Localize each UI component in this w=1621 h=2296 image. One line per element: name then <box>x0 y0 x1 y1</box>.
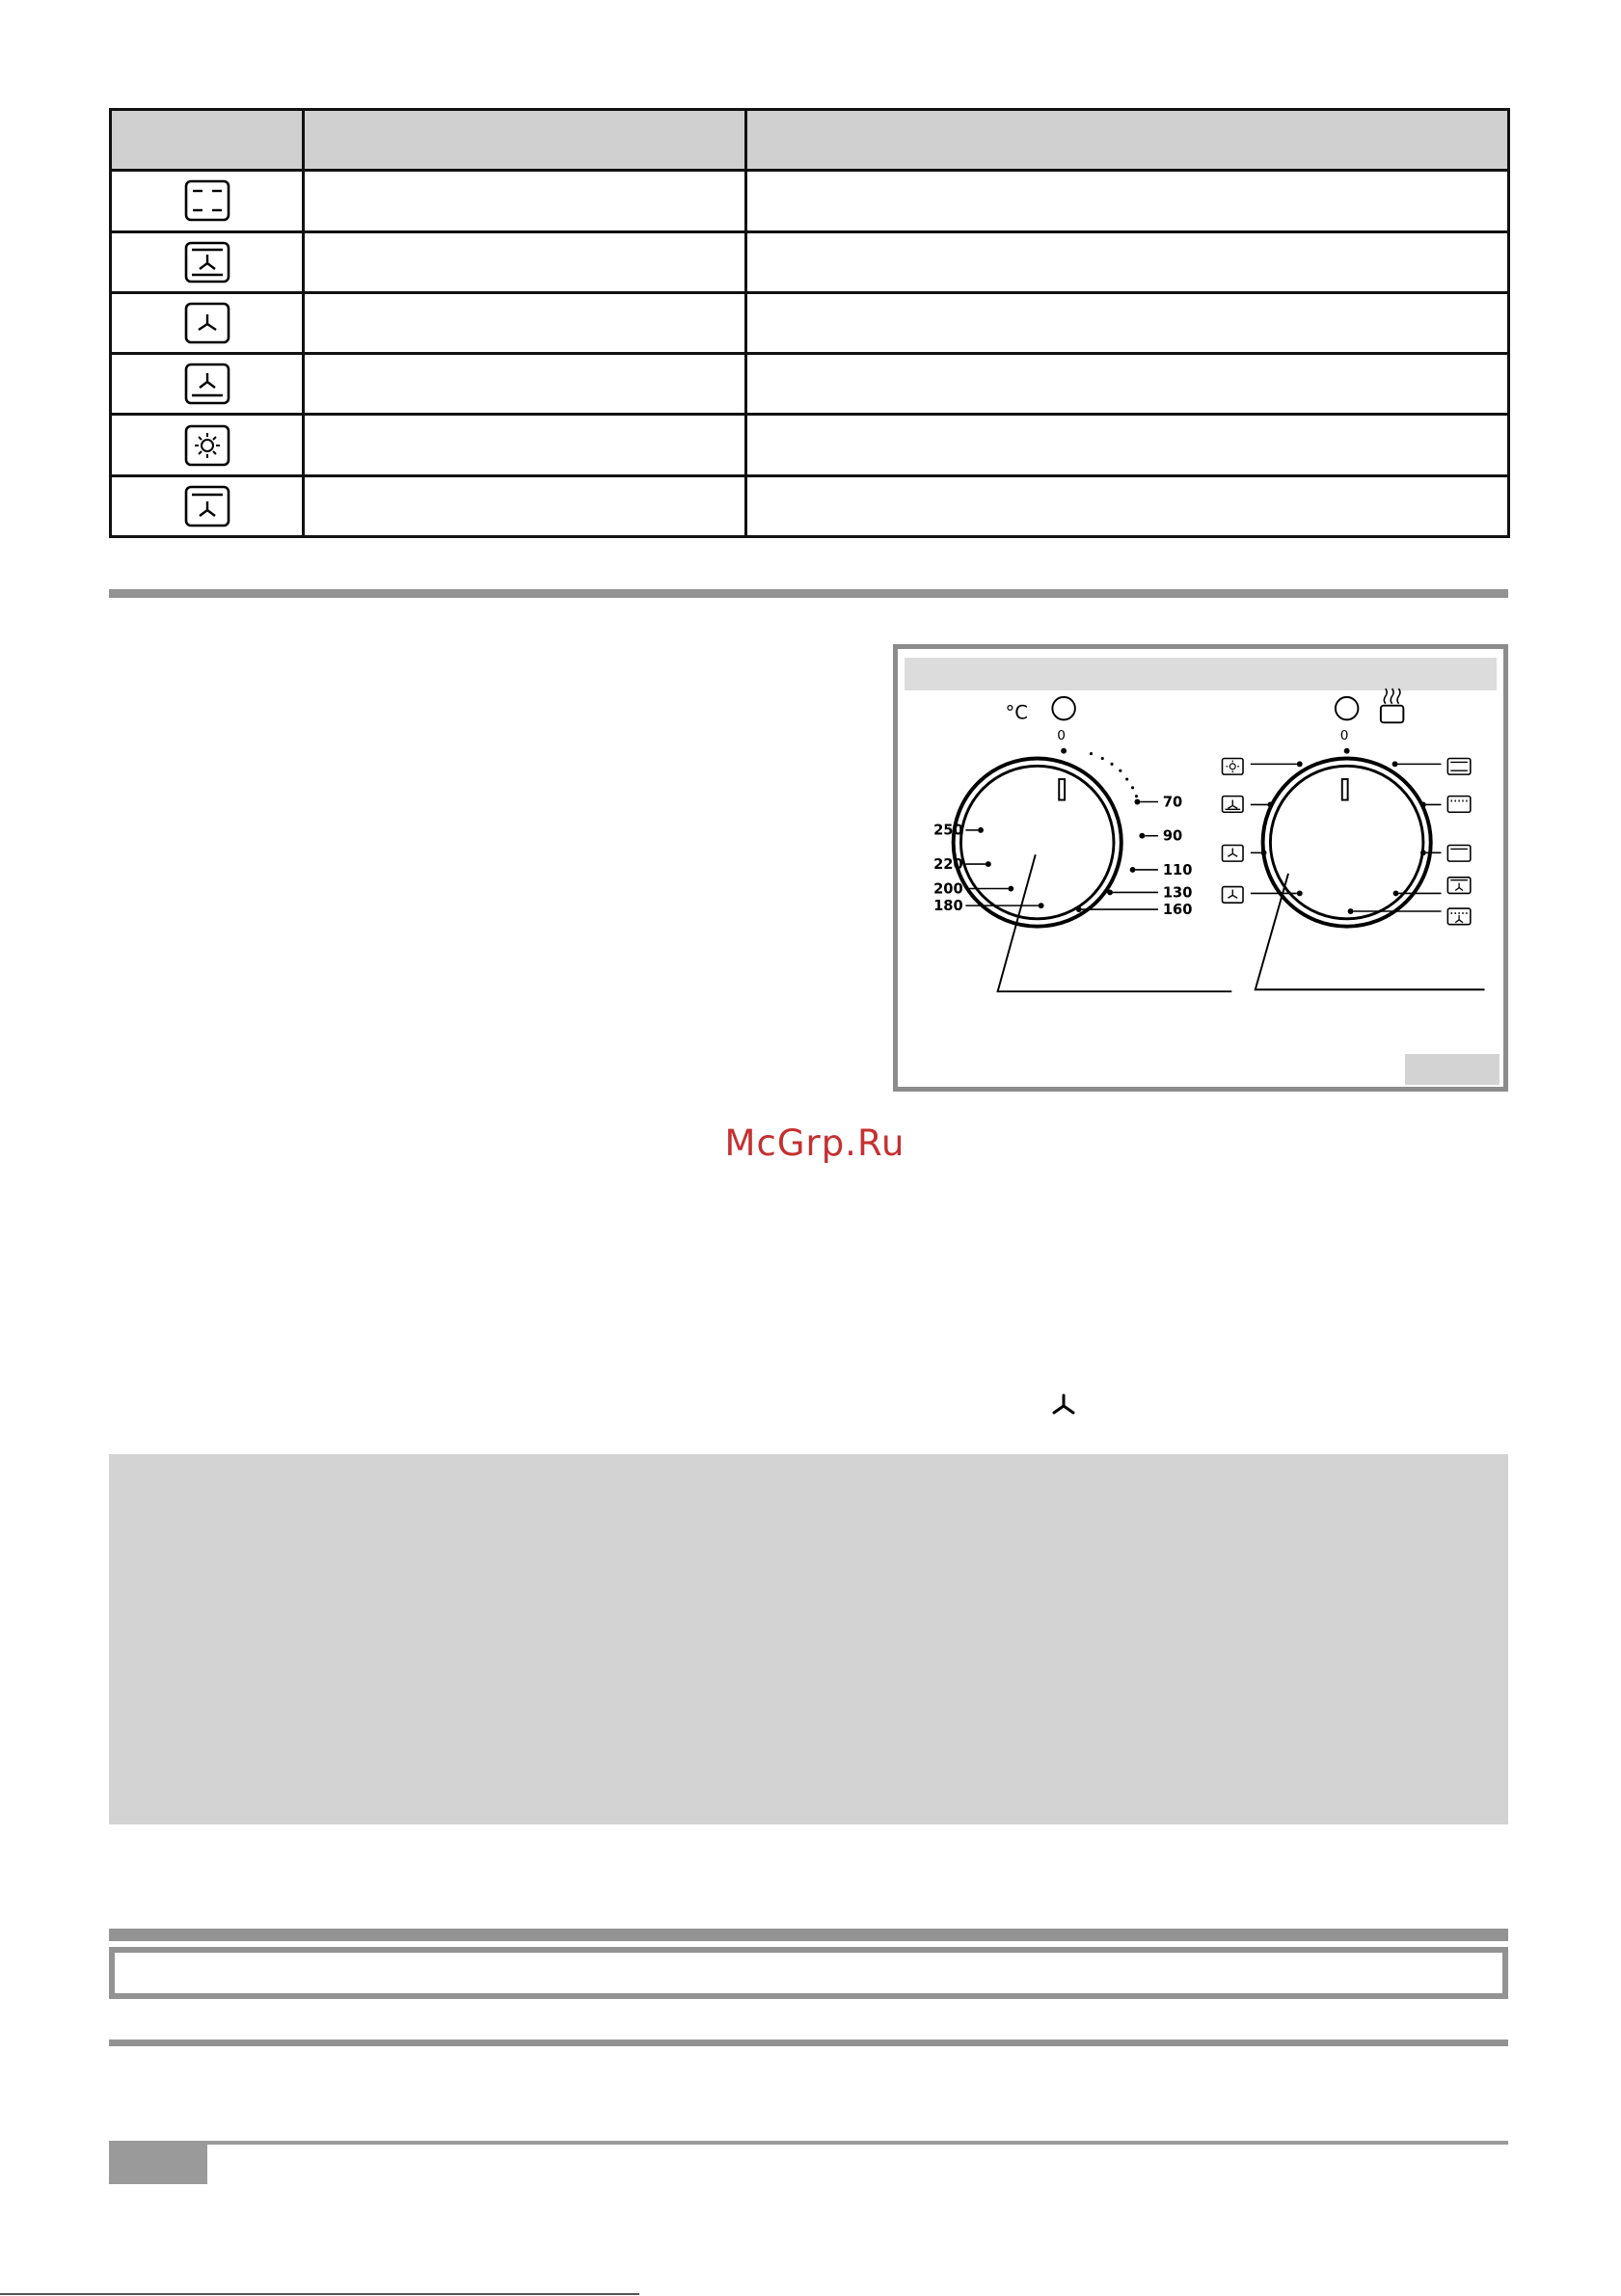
table-row <box>111 171 1509 231</box>
fan-grill-icon <box>1223 797 1244 813</box>
function-off-dot <box>1344 748 1350 754</box>
figure-tag <box>1405 1054 1499 1085</box>
thermostat-lamp-icon <box>1052 697 1074 719</box>
table-row <box>111 292 1509 353</box>
control-panel-figure <box>893 644 1508 1092</box>
temperature-knob[interactable] <box>954 759 1121 927</box>
table-header-cell <box>111 110 304 171</box>
function-off-label: 0 <box>1339 727 1349 743</box>
temperature-tick-label: 220 <box>933 855 963 873</box>
temperature-tick-label: 180 <box>933 898 963 915</box>
fan-grill-icon <box>1447 908 1470 925</box>
celsius-label: °C <box>1005 701 1028 724</box>
section-divider <box>109 589 1508 598</box>
top-bottom-heat-icon <box>1447 759 1470 775</box>
fan-top-heat-icon <box>183 484 231 528</box>
temperature-tick-label: 200 <box>933 880 963 898</box>
fan-top-icon <box>1447 878 1470 894</box>
heat-lamp-icon <box>1381 689 1403 722</box>
footer-line <box>207 2141 1508 2145</box>
fan-icon <box>1223 887 1244 904</box>
temperature-off-dot <box>1061 748 1067 754</box>
top-bottom-heat-icon <box>183 178 231 223</box>
section-divider <box>109 1929 1508 1941</box>
table-row <box>111 475 1509 536</box>
top-heat-icon <box>1447 846 1470 862</box>
temperature-off-label: 0 <box>1057 727 1066 743</box>
grill-icon <box>1447 797 1470 813</box>
temperature-tick-label: 130 <box>1162 884 1193 902</box>
fan-top-bottom-heat-icon <box>183 240 231 284</box>
function-knob[interactable] <box>1263 759 1431 927</box>
table-row <box>111 354 1509 415</box>
temperature-tick-label: 160 <box>1162 901 1193 918</box>
temperature-tick-label: 90 <box>1162 827 1183 845</box>
table-header-cell <box>304 110 746 171</box>
bottom-edge-line <box>0 2293 639 2295</box>
note-panel <box>109 1454 1508 1824</box>
table-header-cell <box>746 110 1509 171</box>
function-table <box>109 108 1510 538</box>
table-header-row <box>111 110 1509 171</box>
watermark: McGrp.Ru <box>724 1122 905 1164</box>
table-row <box>111 415 1509 475</box>
section-divider <box>109 2039 1508 2046</box>
dial-illustration <box>898 649 1503 1087</box>
fan-bottom-icon <box>1223 846 1244 862</box>
light-icon <box>183 423 231 468</box>
temperature-tick-label: 70 <box>1162 794 1183 811</box>
fan-icon <box>183 301 231 345</box>
warning-frame <box>109 1947 1508 1999</box>
fan-bottom-heat-icon <box>183 362 231 406</box>
temperature-tick-label: 110 <box>1162 861 1193 878</box>
power-lamp-icon <box>1336 697 1358 719</box>
temperature-tick-label: 250 <box>933 822 963 839</box>
light-icon <box>1223 759 1244 775</box>
table-row <box>111 231 1509 292</box>
fan-icon <box>1050 1392 1077 1418</box>
page-number-tab <box>109 2141 207 2184</box>
